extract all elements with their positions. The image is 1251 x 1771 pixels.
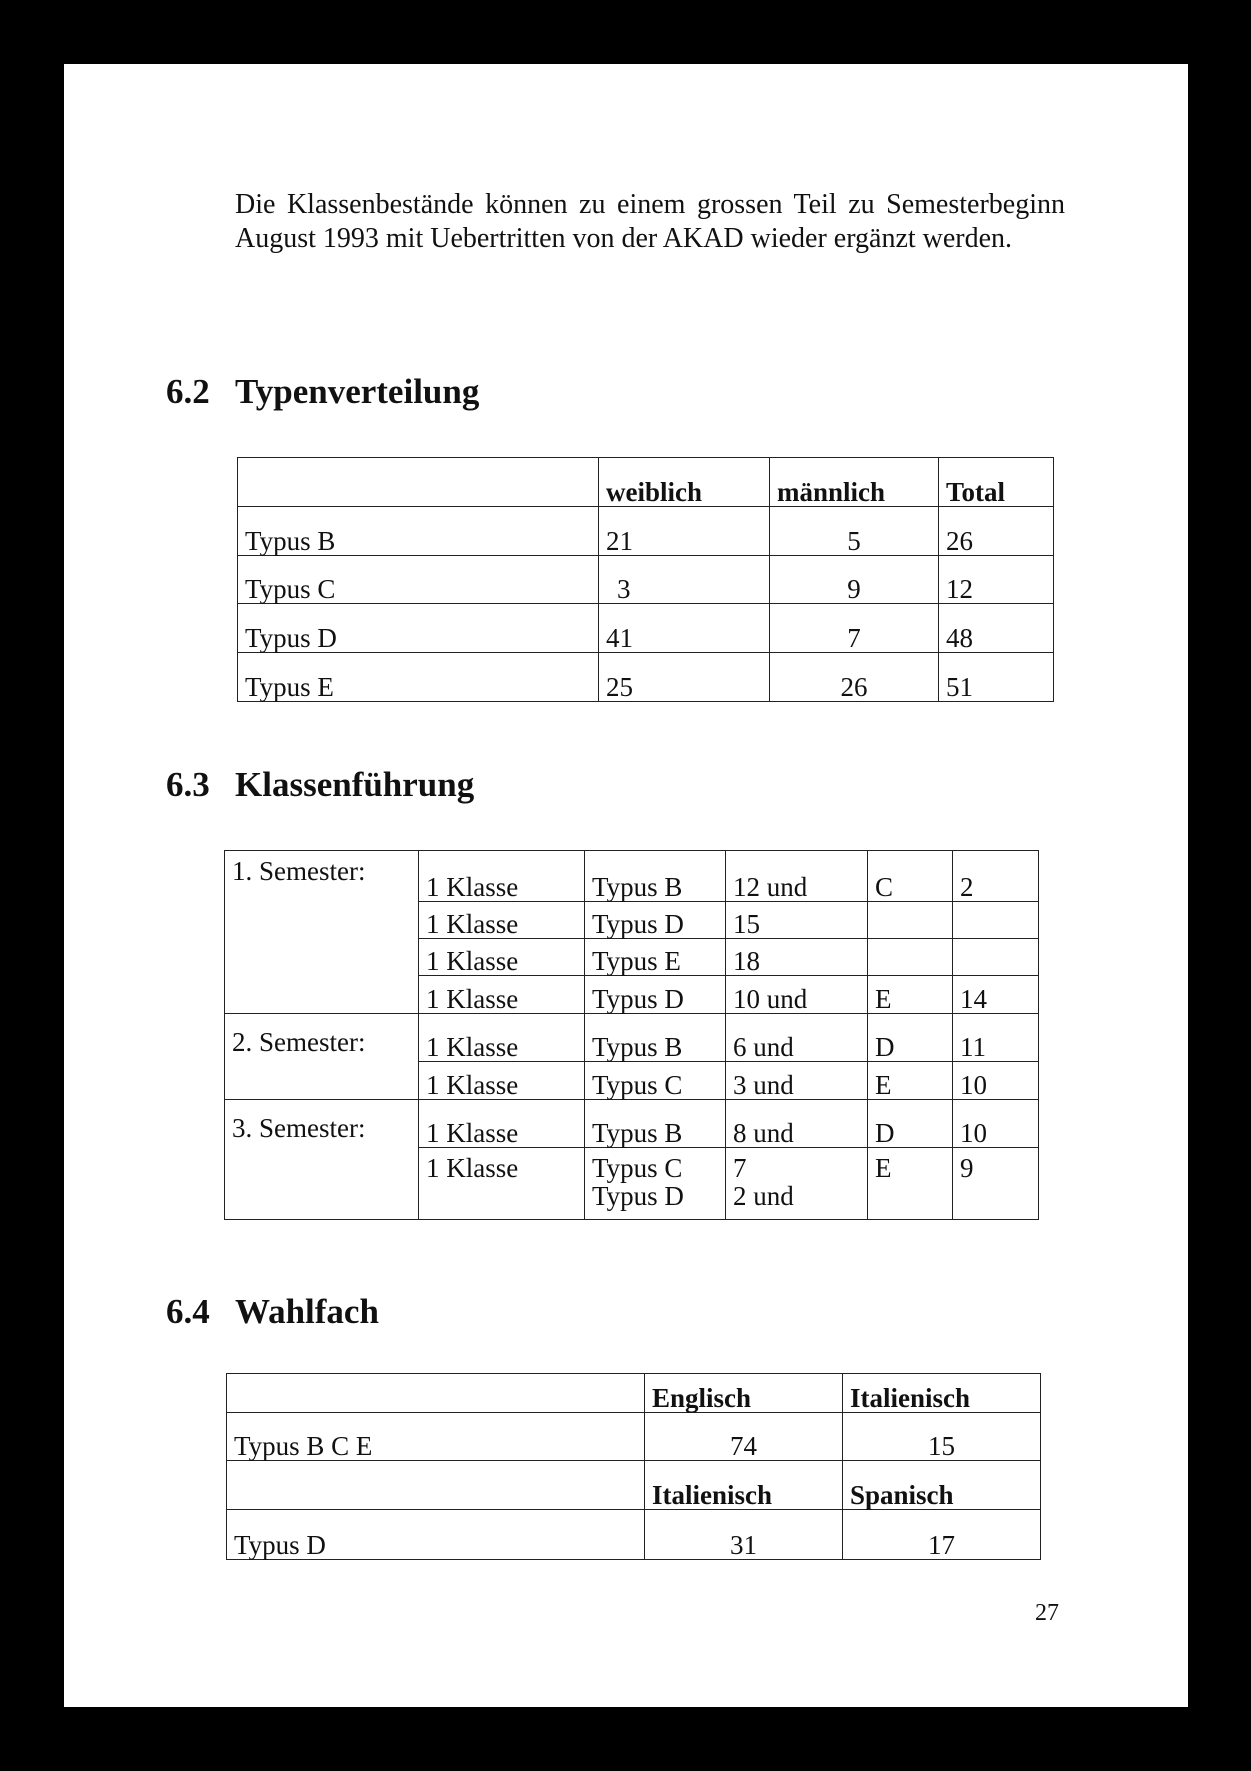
cell: Typus D bbox=[585, 902, 726, 939]
cell: 7 bbox=[770, 604, 939, 653]
cell: 15 bbox=[843, 1413, 1041, 1461]
cell: 25 bbox=[599, 653, 770, 702]
cell: C bbox=[868, 851, 953, 902]
cell: Typus B bbox=[238, 506, 599, 555]
header-cell: Total bbox=[939, 458, 1054, 507]
cell bbox=[868, 902, 953, 939]
semester-label: 3. Semester: bbox=[225, 1100, 419, 1220]
cell: 48 bbox=[939, 604, 1054, 653]
table-row bbox=[238, 604, 1054, 653]
elective-table bbox=[226, 1373, 1041, 1560]
cell: 10 und bbox=[726, 976, 868, 1014]
cell: 15 bbox=[726, 902, 868, 939]
cell-line: 7 bbox=[733, 1153, 747, 1183]
cell: 1 Klasse bbox=[419, 902, 585, 939]
section-title: Wahlfach bbox=[235, 1292, 379, 1331]
section-title: Klassenführung bbox=[235, 765, 475, 804]
cell: E bbox=[868, 976, 953, 1014]
table-row bbox=[238, 506, 1054, 555]
cell: Typus B bbox=[585, 1014, 726, 1062]
cell: D bbox=[868, 1100, 953, 1148]
cell: 51 bbox=[939, 653, 1054, 702]
cell-line: Typus D bbox=[592, 1181, 684, 1211]
cell: 1 Klasse bbox=[419, 1100, 585, 1148]
cell: 3 bbox=[599, 555, 770, 604]
cell: 1 Klasse bbox=[419, 939, 585, 976]
cell: Typus B C E bbox=[227, 1413, 645, 1461]
cell: 2 bbox=[953, 851, 1039, 902]
cell: Typus D bbox=[227, 1510, 645, 1560]
cell: Typus D bbox=[585, 976, 726, 1014]
table-row bbox=[238, 555, 1054, 604]
type-distribution-table bbox=[237, 457, 1054, 702]
cell: Typus C bbox=[585, 1062, 726, 1100]
cell: Typus E bbox=[585, 939, 726, 976]
cell: 21 bbox=[599, 506, 770, 555]
semester-label: 2. Semester: bbox=[225, 1014, 419, 1100]
cell bbox=[726, 1148, 868, 1220]
header-cell: weiblich bbox=[599, 458, 770, 507]
cell: 17 bbox=[843, 1510, 1041, 1560]
cell: 1 Klasse bbox=[419, 1014, 585, 1062]
cell bbox=[953, 939, 1039, 976]
cell: 12 bbox=[939, 555, 1054, 604]
section-number: 6.2 bbox=[166, 372, 210, 411]
cell: 14 bbox=[953, 976, 1039, 1014]
cell: 6 und bbox=[726, 1014, 868, 1062]
cell: Typus B bbox=[585, 851, 726, 902]
cell: 1 Klasse bbox=[419, 1062, 585, 1100]
cell bbox=[868, 939, 953, 976]
table-row bbox=[238, 653, 1054, 702]
cell: D bbox=[868, 1014, 953, 1062]
cell: 74 bbox=[645, 1413, 843, 1461]
cell: 26 bbox=[939, 506, 1054, 555]
cell: 1 Klasse bbox=[419, 851, 585, 902]
cell: E bbox=[868, 1148, 953, 1220]
cell: 3 und bbox=[726, 1062, 868, 1100]
cell: 10 bbox=[953, 1100, 1039, 1148]
header-cell: Spanisch bbox=[843, 1461, 1041, 1510]
class-management-table bbox=[224, 850, 1039, 1220]
cell: 12 und bbox=[726, 851, 868, 902]
section-title: Typenverteilung bbox=[235, 372, 480, 411]
cell bbox=[953, 902, 1039, 939]
cell: 1 Klasse bbox=[419, 1148, 585, 1220]
cell: 1 Klasse bbox=[419, 976, 585, 1014]
cell: 18 bbox=[726, 939, 868, 976]
cell: 5 bbox=[770, 506, 939, 555]
cell: 10 bbox=[953, 1062, 1039, 1100]
header-cell: männlich bbox=[770, 458, 939, 507]
page-number: 27 bbox=[1035, 1600, 1059, 1626]
cell: Typus C bbox=[238, 555, 599, 604]
section-number: 6.3 bbox=[166, 765, 210, 804]
cell: Typus E bbox=[238, 653, 599, 702]
cell: E bbox=[868, 1062, 953, 1100]
header-cell: Italienisch bbox=[645, 1461, 843, 1510]
cell: 31 bbox=[645, 1510, 843, 1560]
semester-label: 1. Semester: bbox=[225, 851, 419, 1014]
cell: 8 und bbox=[726, 1100, 868, 1148]
header-cell: Italienisch bbox=[843, 1374, 1041, 1413]
intro-paragraph: Die Klassenbestände können zu einem grossen Teil zu Semesterbeginn August 1993 mit Uebertritten von der AKAD wieder ergänzt werden. bbox=[235, 189, 1065, 254]
cell-line: Typus C bbox=[592, 1153, 683, 1183]
cell: 26 bbox=[770, 653, 939, 702]
cell: 41 bbox=[599, 604, 770, 653]
cell: Typus B bbox=[585, 1100, 726, 1148]
cell-line: 2 und bbox=[733, 1181, 794, 1211]
table-header-row bbox=[238, 458, 1054, 507]
cell: 9 bbox=[770, 555, 939, 604]
cell bbox=[585, 1148, 726, 1220]
section-number: 6.4 bbox=[166, 1292, 210, 1331]
cell: Typus D bbox=[238, 604, 599, 653]
header-cell: Englisch bbox=[645, 1374, 843, 1413]
cell: 9 bbox=[953, 1148, 1039, 1220]
cell: 11 bbox=[953, 1014, 1039, 1062]
